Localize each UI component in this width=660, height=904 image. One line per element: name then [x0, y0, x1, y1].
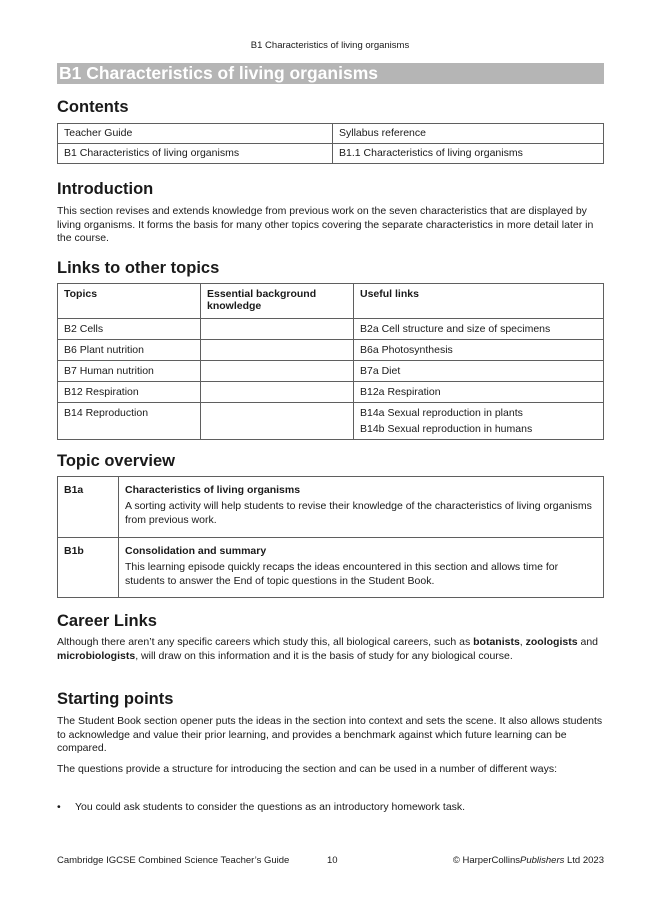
table-cell — [201, 340, 354, 361]
section-title: B1 Characteristics of living organisms — [57, 63, 604, 84]
text-run: , — [519, 636, 526, 648]
useful-link: B14a Sexual reproduction in plants — [360, 407, 523, 419]
table-row — [58, 124, 604, 144]
page-number: 10 — [327, 855, 338, 866]
table-row — [58, 538, 604, 598]
starting-heading: Starting points — [57, 690, 174, 708]
column-header: Useful links — [354, 284, 604, 319]
list-item-text: You could ask students to consider the questions as an introductory homework task. — [75, 801, 466, 813]
table-cell — [119, 538, 604, 598]
text-run: Publishers — [520, 855, 565, 866]
career-text — [57, 636, 607, 663]
table-cell — [201, 403, 354, 440]
lesson-title: Characteristics of living organisms — [125, 484, 301, 496]
introduction-text: This section revises and extends knowledge from previous work on the seven characteristics that are displayed by living organisms. It forms the basis for many other topics covering the separate characteristics in more detail later in the course. — [57, 205, 594, 244]
table-row — [58, 382, 604, 403]
table-cell: B12 Respiration — [58, 382, 201, 403]
table-cell: B2a Cell structure and size of specimens — [354, 319, 604, 340]
table-row — [58, 477, 604, 538]
table-header-row — [58, 284, 604, 319]
table-cell: B6a Photosynthesis — [354, 340, 604, 361]
table-cell: Teacher Guide — [58, 124, 333, 144]
bold-term: microbiologists — [57, 649, 136, 662]
lesson-description: This learning episode quickly recaps the ideas encountered in this section and allows time for students to answer the End of topic questions in the Student Book. — [125, 561, 559, 587]
lesson-description: A sorting activity will help students to revise their knowledge of the characteristics of living organisms from previous work. — [125, 500, 592, 526]
column-header: Topics — [58, 284, 201, 319]
introduction-heading: Introduction — [57, 180, 154, 198]
table-cell — [119, 477, 604, 538]
copyright — [453, 855, 604, 866]
starting-paragraph: The questions provide a structure for introducing the section and can be used in a number of different ways: — [57, 763, 558, 775]
table-cell: B12a Respiration — [354, 382, 604, 403]
useful-link: B14b Sexual reproduction in humans — [360, 423, 533, 435]
text-run: © HarperCollins — [452, 855, 521, 866]
bold-term: botanists — [473, 636, 520, 648]
list-item — [57, 801, 465, 813]
table-cell: B1.1 Characteristics of living organisms — [333, 144, 604, 164]
lesson-code: B1b — [58, 538, 119, 598]
text-run: Although there aren’t any specific careers which study this, all biological careers, such as — [57, 636, 474, 648]
table-cell: B2 Cells — [58, 319, 201, 340]
overview-heading: Topic overview — [57, 452, 175, 470]
table-cell: B6 Plant nutrition — [58, 340, 201, 361]
table-row — [58, 319, 604, 340]
table-cell: B7 Human nutrition — [58, 361, 201, 382]
table-cell: B1 Characteristics of living organisms — [58, 144, 333, 164]
text-run: , will draw on this information and it is the basis of study for any biological course. — [135, 649, 513, 662]
starting-paragraph: The Student Book section opener puts the ideas in the section into context and sets the scene. It also allows students to acknowledge and value their prior learning, and provides a benchmark against which future learning can be compared. — [57, 715, 603, 754]
running-header: B1 Characteristics of living organisms — [250, 40, 410, 51]
table-cell — [201, 361, 354, 382]
table-cell: B14 Reproduction — [58, 403, 201, 440]
links-table — [57, 283, 604, 440]
text-run: Ltd 2023 — [564, 855, 604, 866]
table-cell — [354, 403, 604, 440]
links-heading: Links to other topics — [57, 259, 220, 277]
lesson-title: Consolidation and summary — [125, 545, 267, 557]
table-cell — [201, 382, 354, 403]
contents-heading: Contents — [57, 98, 129, 116]
table-cell — [201, 319, 354, 340]
lesson-code: B1a — [58, 477, 119, 538]
overview-table — [57, 476, 604, 598]
table-row — [58, 340, 604, 361]
table-cell: Syllabus reference — [333, 124, 604, 144]
bold-term: zoologists — [525, 636, 578, 648]
table-row — [58, 403, 604, 440]
career-heading: Career Links — [57, 612, 157, 630]
text-run: and — [577, 636, 598, 648]
footer-title: Cambridge IGCSE Combined Science Teacher’s Guide — [57, 855, 290, 866]
contents-table — [57, 123, 604, 164]
bullet-icon: • — [57, 801, 61, 813]
column-header: Essential background knowledge — [201, 284, 354, 319]
table-row — [58, 144, 604, 164]
table-cell: B7a Diet — [354, 361, 604, 382]
table-row — [58, 361, 604, 382]
